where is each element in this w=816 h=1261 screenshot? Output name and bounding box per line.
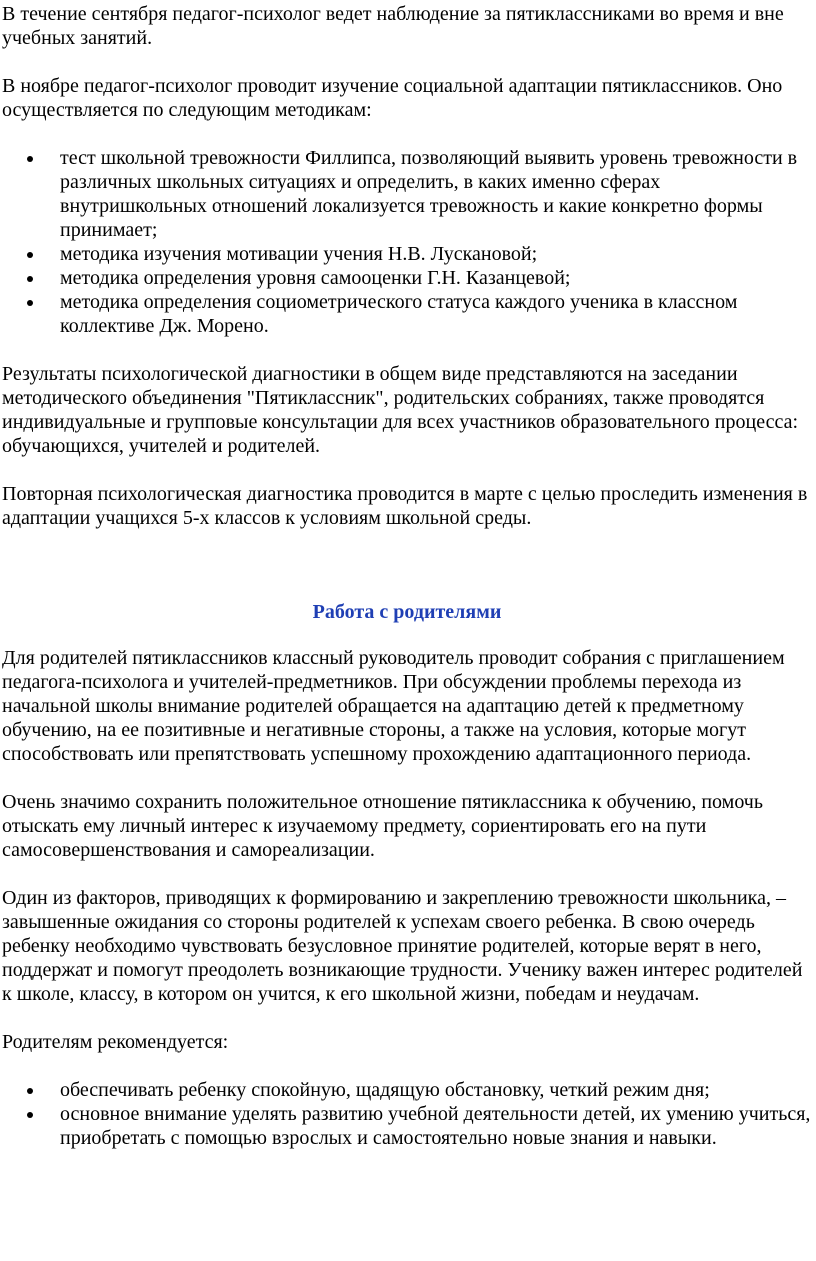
bullet-icon: [27, 252, 33, 258]
paragraph-results: Результаты психологической диагностики в общем виде представляются на заседании методического объединения "Пятиклассник", родительских собраниях, также проводятся индивидуальные и групповые консультации для всех участников образовательного процесса: обучающихся, учителей и родителей.: [2, 363, 799, 457]
bullet-icon: [27, 156, 33, 162]
bullet-icon: [27, 276, 33, 282]
paragraph-observation: В течение сентября педагог-психолог ведет наблюдение за пятиклассниками во время и вне учебных занятий.: [2, 3, 784, 49]
list-item-text: тест школьной тревожности Филлипса, позволяющий выявить уровень тревожности в различных школьных ситуациях и определить, в каких именно сферах внутришкольных отношений локализуется тревожность и какие конкретно формы принимает;: [60, 147, 798, 241]
list-item-text: методика определения социометрического статуса каждого ученика в классном коллективе Дж. Морено.: [60, 291, 738, 337]
bullet-icon: [27, 1088, 33, 1094]
paragraph-parent-meetings: Для родителей пятиклассников классный руководитель проводит собрания с приглашением педагога-психолога и учителей-предметников. При обсуждении проблемы перехода из начальной школы внимание родителей обращается на адаптацию детей к предметному обучению, на ее позитивные и негативные стороны, а также на условия, которые могут способствовать или препятствовать успешному прохождению адаптационного периода.: [2, 647, 785, 765]
list-item: [2, 1078, 812, 1102]
list-item: [2, 1102, 812, 1150]
list-item: [2, 242, 812, 266]
section-title: Работа с родителями: [312, 601, 502, 623]
list-item-text: методика определения уровня самооценки Г.Н. Казанцевой;: [60, 267, 571, 289]
paragraph-positive-attitude: Очень значимо сохранить положительное отношение пятиклассника к обучению, помочь отыскать ему личный интерес к изучаемому предмету, сориентировать его на пути самосовершенствования и самореализации.: [2, 791, 763, 861]
methods-list: [2, 146, 812, 338]
list-item-text: методика изучения мотивации учения Н.В. Лускановой;: [60, 243, 538, 265]
paragraph-recommended: Родителям рекомендуется:: [2, 1031, 229, 1053]
list-item: [2, 290, 812, 338]
list-item: [2, 146, 812, 242]
paragraph-november-study: В ноябре педагог-психолог проводит изучение социальной адаптации пятиклассников. Оно осуществляется по следующим методикам:: [2, 75, 783, 121]
list-item: [2, 266, 812, 290]
bullet-icon: [27, 300, 33, 306]
bullet-icon: [27, 1112, 33, 1118]
paragraph-anxiety-factors: Один из факторов, приводящих к формированию и закреплению тревожности школьника, – завышенные ожидания со стороны родителей к успехам своего ребенка. В свою очередь ребенку необходимо чувствовать безусловное принятие родителей, которые верят в него, поддержат и помогут преодолеть возникающие трудности. Ученику важен интерес родителей к школе, классу, в котором он учится, к его школьной жизни, победам и неудачам.: [2, 887, 803, 1005]
recommendations-list: [2, 1078, 812, 1150]
paragraph-repeat-diagnostics: Повторная психологическая диагностика проводится в марте с целью проследить изменения в адаптации учащихся 5-х классов к условиям школьной среды.: [2, 483, 808, 529]
list-item-text: основное внимание уделять развитию учебной деятельности детей, их умению учиться, приобретать с помощью взрослых и самостоятельно новые знания и навыки.: [60, 1103, 811, 1149]
list-item-text: обеспечивать ребенку спокойную, щадящую обстановку, четкий режим дня;: [60, 1079, 710, 1101]
document-page: [2, 0, 812, 1174]
